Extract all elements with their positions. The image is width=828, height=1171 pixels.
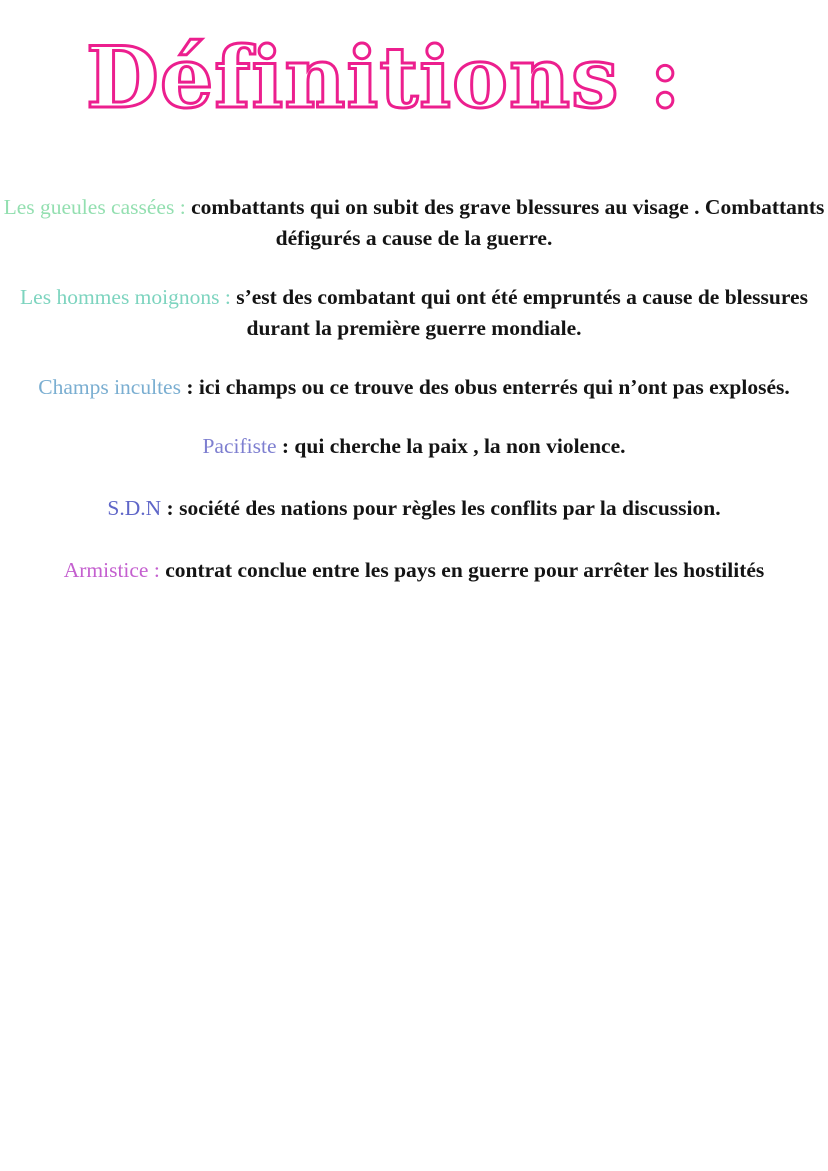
definition-champs-incultes xyxy=(0,372,828,403)
definition-term: Armistice : xyxy=(63,558,160,582)
definition-gueules-cassees xyxy=(0,192,828,254)
definition-armistice xyxy=(0,555,828,586)
definition-term: S.D.N xyxy=(107,496,162,520)
definition-sdn xyxy=(0,493,828,524)
definition-pacifiste xyxy=(0,431,828,462)
definition-text: combattants qui on subit des grave blessures au visage . Combattants défigurés a cause de la guerre. xyxy=(185,195,825,250)
definition-text: : qui cherche la paix , la non violence. xyxy=(276,434,626,458)
definitions-list xyxy=(0,192,828,614)
definition-text: contrat conclue entre les pays en guerre pour arrêter les hostilités xyxy=(159,558,765,582)
definition-text: : ici champs ou ce trouve des obus enterrés qui n’ont pas explosés. xyxy=(180,375,790,399)
definition-term: Champs incultes xyxy=(38,375,181,399)
definition-hommes-moignons xyxy=(0,282,828,344)
definition-text: : société des nations pour règles les conflits par la discussion. xyxy=(161,496,721,520)
definition-term: Pacifiste xyxy=(202,434,277,458)
definition-text: s’est des combatant qui ont été empruntés a cause de blessures durant la première guerre mondiale. xyxy=(230,285,808,340)
page-title: Définitions : xyxy=(86,28,682,127)
definition-term: Les hommes moignons : xyxy=(20,285,231,309)
definition-term: Les gueules cassées : xyxy=(3,195,186,219)
